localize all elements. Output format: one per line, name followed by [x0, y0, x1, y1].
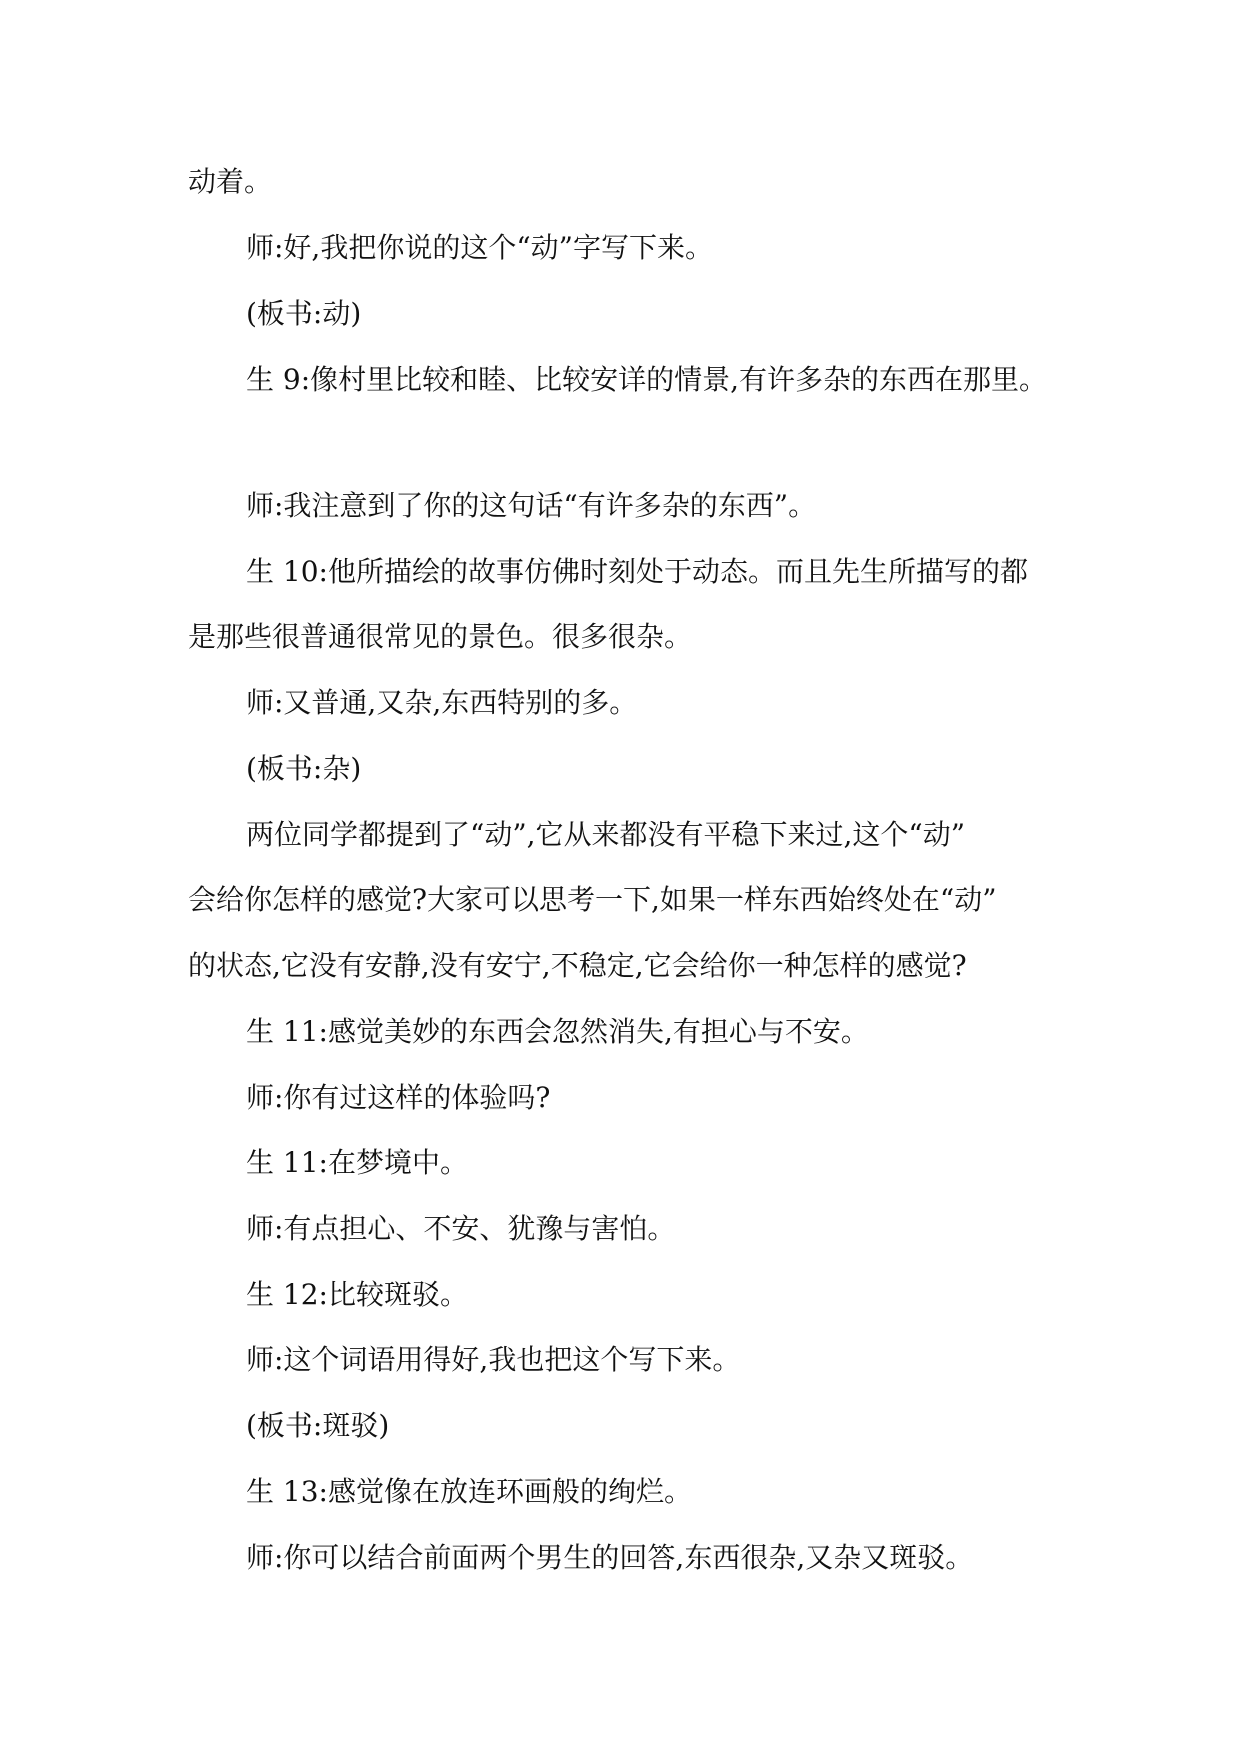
text-line: 两位同学都提到了“动”,它从来都没有平稳下来过,这个“动” [246, 818, 966, 851]
text-line: 的状态,它没有安静,没有安宁,不稳定,它会给你一种怎样的感觉? [188, 949, 967, 982]
text-line: (板书:动) [246, 297, 362, 330]
text-line: (板书:杂) [246, 752, 362, 785]
text-line: (板书:斑驳) [246, 1409, 390, 1442]
text-line: 会给你怎样的感觉?大家可以思考一下,如果一样东西始终处在“动” [188, 883, 997, 916]
text-line: 生 13:感觉像在放连环画般的绚烂。 [246, 1475, 692, 1508]
text-line: 是那些很普通很常见的景色。很多很杂。 [188, 620, 693, 653]
text-line: 师:又普通,又杂,东西特别的多。 [246, 686, 638, 719]
text-line: 师:这个词语用得好,我也把这个写下来。 [246, 1343, 741, 1376]
text-line: 生 10:他所描绘的故事仿佛时刻处于动态。而且先生所描写的都 [246, 555, 1028, 588]
text-line: 师:你可以结合前面两个男生的回答,东西很杂,又杂又斑驳。 [246, 1541, 974, 1574]
text-line: 生 11:在梦境中。 [246, 1146, 468, 1179]
text-line: 生 12:比较斑驳。 [246, 1278, 468, 1311]
text-line: 生 11:感觉美妙的东西会忽然消失,有担心与不安。 [246, 1015, 869, 1048]
text-line: 师:好,我把你说的这个“动”字写下来。 [246, 231, 713, 264]
text-line: 动着。 [188, 165, 273, 198]
text-line: 生 9:像村里比较和睦、比较安详的情景,有许多杂的东西在那里。 [246, 363, 1048, 396]
text-line: 师:有点担心、不安、犹豫与害怕。 [246, 1212, 676, 1245]
text-line: 师:我注意到了你的这句话“有许多杂的东西”。 [246, 489, 817, 522]
text-line: 师:你有过这样的体验吗? [246, 1081, 551, 1114]
